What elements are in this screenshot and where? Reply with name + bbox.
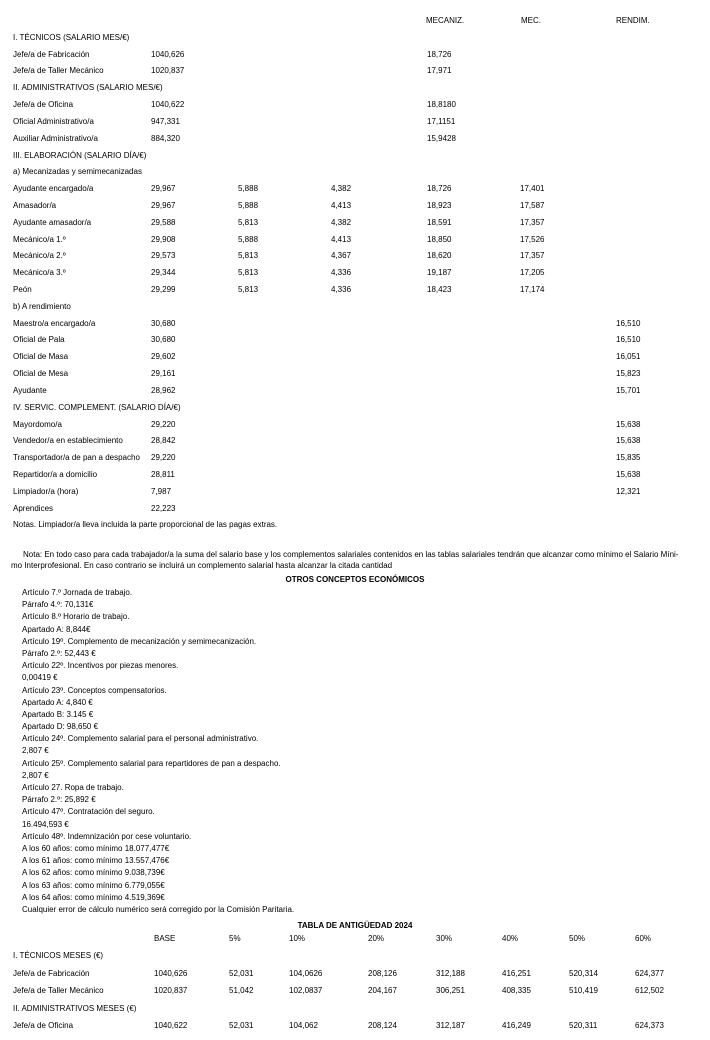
cell-value: 16,510 (616, 335, 641, 345)
otros-conceptos-list (22, 587, 294, 916)
concept-line: Apartado B: 3.145 € (22, 709, 94, 719)
section-heading (0, 947, 710, 964)
cell-value: 4,382 (331, 217, 352, 227)
row-label: Peón (13, 285, 32, 294)
concept-line: Apartado D: 98,650 € (22, 722, 99, 732)
row-label: Jefe/a de Taller Mecánico (13, 66, 104, 76)
antiguedad-table (0, 930, 710, 1034)
table-row (0, 231, 710, 248)
concept-line: Artículo 25º. Complemento salarial para repartidores de pan a despacho. (22, 758, 281, 768)
cell-value: 7,987 (151, 486, 172, 496)
column-header: 20% (368, 934, 385, 943)
cell-value: 520,314 (569, 968, 598, 978)
section-label: II. ADMINISTRATIVOS MESES (€) (13, 1003, 137, 1013)
section-label: Notas. Limpiador/a lleva incluida la parte proporcional de las pagas extras. (13, 520, 278, 530)
table-row (0, 432, 710, 449)
cell-value: 29,344 (151, 268, 176, 278)
concept-line: Artículo 19º. Complemento de mecanización y semimecanización. (22, 636, 257, 646)
cell-value: 624,373 (635, 1020, 664, 1030)
concept-line: Artículo 7.º Jornada de trabajo. (22, 588, 133, 597)
cell-value: 15,638 (616, 469, 641, 479)
cell-value: 17,526 (520, 234, 545, 244)
cell-value: 15,638 (616, 419, 641, 429)
concept-line: Párrafo 2.º: 52,443 € (22, 648, 96, 658)
row-label: Jefe/a de Taller Mecánico (13, 986, 104, 996)
row-label: Vendedor/a en establecimiento (13, 436, 123, 446)
row-label: Transportador/a de pan a despacho (13, 453, 140, 463)
row-label: Auxiliar Administrativo/a (13, 133, 98, 143)
cell-value: 5,888 (238, 184, 259, 194)
cell-value: 15,701 (616, 385, 641, 395)
cell-value: 17,357 (520, 217, 545, 227)
concept-line: A los 62 años: como mínimo 9.038,739€ (22, 868, 165, 878)
section-label: I. TÉCNICOS (SALARIO MES/€) (13, 32, 130, 42)
concept-line: 2,807 € (22, 770, 49, 780)
row-label: Repartidor/a a domicilio (13, 469, 98, 479)
antiguedad-title: TABLA DE ANTIGÜEDAD 2024 (297, 921, 413, 930)
row-label: Jefe/a de Oficina (13, 100, 74, 110)
section-heading (0, 79, 710, 96)
section-heading (0, 516, 710, 533)
cell-value: 4,382 (331, 184, 352, 194)
row-label: Mecánico/a 2.º (13, 251, 66, 261)
cell-value: 17,357 (520, 251, 545, 261)
cell-value: 4,336 (331, 285, 352, 294)
concept-line: 16.494,593 € (22, 819, 69, 829)
concept-line: Artículo 27. Ropa de trabajo. (22, 783, 124, 792)
concept-line: A los 60 años: como mínimo 18.077,477€ (22, 843, 170, 853)
section-label: a) Mecanizadas y semimecanizadas (13, 167, 142, 177)
concept-line: Artículo 8.º Horario de trabajo. (22, 612, 130, 622)
row-label: Ayudante (13, 385, 47, 395)
cell-value: 17,587 (520, 200, 545, 210)
cell-value: 208,124 (368, 1020, 397, 1030)
table-row (0, 416, 710, 433)
table-row (0, 348, 710, 365)
cell-value: 29,967 (151, 184, 176, 194)
cell-value: 17,174 (520, 285, 545, 294)
cell-value: 29,573 (151, 251, 176, 261)
section-label: b) A rendimiento (13, 301, 71, 311)
cell-value: 104,062 (289, 1020, 318, 1030)
salary-table-header (0, 12, 710, 29)
column-header: BASE (154, 934, 176, 943)
antiguedad-header (0, 930, 710, 947)
cell-value: 17,205 (520, 268, 545, 278)
concept-line: 2,807 € (22, 746, 49, 756)
cell-value: 17,1151 (427, 116, 456, 126)
table-row (0, 365, 710, 382)
salary-table (0, 12, 710, 533)
cell-value: 306,251 (436, 986, 465, 996)
section-heading (0, 1000, 710, 1017)
cell-value: 15,835 (616, 453, 641, 463)
column-header: 40% (502, 934, 519, 943)
cell-value: 29,220 (151, 453, 176, 463)
table-row (0, 331, 710, 348)
cell-value: 104,0626 (289, 968, 323, 978)
general-note-line-2: mo Interprofesional. En caso contrario se incluirá un complemento salarial hasta alcanzar la citada cantidad (11, 560, 393, 570)
cell-value: 29,161 (151, 369, 176, 379)
cell-value: 15,638 (616, 436, 641, 446)
cell-value: 30,680 (151, 318, 176, 328)
row-label: Ayudante amasador/a (13, 217, 92, 227)
cell-value: 17,401 (520, 184, 545, 194)
cell-value: 16,510 (616, 318, 641, 328)
cell-value: 4,413 (331, 234, 352, 244)
cell-value: 29,220 (151, 419, 176, 429)
header-mec: MEC. (521, 16, 541, 25)
cell-value: 51,042 (229, 986, 254, 996)
cell-value: 52,031 (229, 968, 254, 978)
cell-value: 312,188 (436, 968, 465, 978)
salary-table-body (0, 29, 710, 533)
cell-value: 510,419 (569, 986, 598, 996)
cell-value: 29,588 (151, 217, 176, 227)
concept-line: Artículo 23º. Conceptos compensatorios. (22, 685, 167, 695)
concept-line: Cualquier error de cálculo numérico será corregido por la Comisión Paritaria. (22, 904, 295, 914)
cell-value: 408,335 (502, 986, 531, 996)
column-header: 50% (569, 934, 586, 943)
concept-line: A los 61 años: como mínimo 13.557,476€ (22, 856, 170, 866)
table-row (0, 315, 710, 332)
cell-value: 18,726 (427, 49, 452, 59)
row-label: Mecánico/a 3.º (13, 268, 66, 278)
table-row (0, 214, 710, 231)
cell-value: 5,813 (238, 251, 259, 261)
table-row (0, 247, 710, 264)
concept-line: Artículo 24º. Complemento salarial para el personal administrativo. (22, 734, 259, 744)
row-label: Jefe/a de Fabricación (13, 968, 90, 978)
cell-value: 17,971 (427, 66, 452, 76)
cell-value: 5,888 (238, 200, 259, 210)
table-row (0, 1017, 710, 1034)
cell-value: 18,423 (427, 285, 452, 294)
cell-value: 28,962 (151, 385, 176, 395)
table-row (0, 483, 710, 500)
cell-value: 5,813 (238, 285, 259, 294)
header-rendim: RENDIM. (616, 16, 650, 25)
concept-line: 0,00419 € (22, 673, 58, 683)
cell-value: 52,031 (229, 1020, 254, 1030)
cell-value: 1040,626 (154, 968, 188, 978)
cell-value: 15,9428 (427, 133, 456, 143)
table-row (0, 264, 710, 281)
table-row (0, 62, 710, 79)
cell-value: 28,842 (151, 436, 176, 446)
cell-value: 5,813 (238, 268, 259, 278)
section-label: I. TÉCNICOS MESES (€) (13, 951, 104, 961)
section-heading (0, 298, 710, 315)
column-header: 60% (635, 934, 652, 943)
cell-value: 4,336 (331, 268, 352, 278)
cell-value: 4,367 (331, 251, 352, 261)
row-label: Maestro/a encargado/a (13, 318, 96, 328)
concept-line: Apartado A: 4,840 € (22, 697, 93, 707)
row-label: Oficial de Pala (13, 335, 65, 345)
concept-line: A los 63 años: como mínimo 6.779,055€ (22, 880, 165, 890)
cell-value: 208,126 (368, 968, 397, 978)
table-row (0, 281, 710, 298)
cell-value: 15,823 (616, 369, 641, 379)
cell-value: 416,251 (502, 968, 531, 978)
cell-value: 1040,626 (151, 49, 185, 59)
general-note (11, 550, 701, 571)
concept-line: Apartado A: 8,844€ (22, 624, 91, 634)
table-row (0, 113, 710, 130)
cell-value: 4,413 (331, 200, 352, 210)
cell-value: 884,320 (151, 133, 180, 143)
section-label: II. ADMINISTRATIVOS (SALARIO MES/€) (13, 83, 163, 93)
cell-value: 612,502 (635, 986, 664, 996)
row-label: Ayudante encargado/a (13, 184, 94, 194)
cell-value: 312,187 (436, 1020, 465, 1030)
concept-line: Artículo 48º. Indemnización por cese voluntario. (22, 831, 192, 841)
table-row (0, 46, 710, 63)
cell-value: 12,321 (616, 486, 641, 496)
concept-line: A los 64 años: como mínimo 4.519,369€ (22, 892, 165, 902)
table-row (0, 197, 710, 214)
header-mecaniz: MECANIZ. (426, 16, 465, 25)
cell-value: 1020,837 (151, 66, 185, 76)
column-header: 10% (289, 934, 306, 943)
table-row (0, 466, 710, 483)
cell-value: 1040,622 (154, 1020, 188, 1030)
cell-value: 102,0837 (289, 986, 323, 996)
row-label: Amasador/a (13, 200, 57, 210)
table-row (0, 96, 710, 113)
cell-value: 28,811 (151, 469, 175, 479)
cell-value: 30,680 (151, 335, 176, 345)
section-heading (0, 163, 710, 180)
cell-value: 19,187 (427, 268, 452, 278)
table-row (0, 180, 710, 197)
row-label: Mayordomo/a (13, 419, 62, 429)
cell-value: 1020,837 (154, 986, 188, 996)
cell-value: 18,923 (427, 200, 452, 210)
row-label: Oficial Administrativo/a (13, 116, 94, 126)
concept-line: Párrafo 4.º: 70,131€ (22, 600, 94, 610)
row-label: Aprendices (13, 503, 54, 513)
row-label: Jefe/a de Fabricación (13, 49, 90, 59)
table-row (0, 982, 710, 999)
cell-value: 624,377 (635, 968, 664, 978)
table-row (0, 449, 710, 466)
section-label: IV. SERVIC. COMPLEMENT. (SALARIO DÍA/€) (13, 402, 181, 412)
antiguedad-body (0, 947, 710, 1034)
cell-value: 29,602 (151, 352, 176, 362)
concept-line: Artículo 47º. Contratación del seguro. (22, 807, 155, 817)
cell-value: 22,223 (151, 503, 176, 513)
cell-value: 18,620 (427, 251, 452, 261)
column-header: 30% (436, 934, 453, 943)
cell-value: 204,167 (368, 986, 397, 996)
section-heading (0, 29, 710, 46)
row-label: Jefe/a de Oficina (13, 1020, 74, 1030)
cell-value: 16,051 (616, 352, 641, 362)
column-header: 5% (229, 934, 241, 943)
row-label: Oficial de Mesa (13, 369, 69, 379)
row-label: Oficial de Masa (13, 352, 69, 362)
otros-conceptos-title: OTROS CONCEPTOS ECONÓMICOS (285, 575, 425, 584)
section-heading (0, 399, 710, 416)
row-label: Mecánico/a 1.º (13, 234, 66, 244)
cell-value: 1040,622 (151, 100, 185, 110)
cell-value: 947,331 (151, 116, 180, 126)
cell-value: 18,726 (427, 184, 452, 194)
section-label: III. ELABORACIÓN (SALARIO DÍA/€) (13, 150, 147, 160)
cell-value: 29,908 (151, 234, 176, 244)
row-label: Limpiador/a (hora) (13, 486, 79, 496)
cell-value: 5,813 (238, 217, 259, 227)
table-row (0, 500, 710, 517)
table-row (0, 965, 710, 982)
cell-value: 18,850 (427, 234, 452, 244)
cell-value: 29,299 (151, 285, 176, 294)
cell-value: 18,591 (427, 217, 452, 227)
concept-line: Párrafo 2.º: 25,892 € (22, 795, 96, 805)
cell-value: 520,311 (569, 1020, 598, 1030)
section-heading (0, 147, 710, 164)
cell-value: 18,8180 (427, 100, 456, 110)
concept-line: Artículo 22º. Incentivos por piezas menores. (22, 661, 179, 671)
table-row (0, 130, 710, 147)
cell-value: 416,249 (502, 1020, 531, 1030)
table-row (0, 382, 710, 399)
cell-value: 29,967 (151, 200, 176, 210)
general-note-line-1: Nota: En todo caso para cada trabajador/a la suma del salario base y los complementos salariales contenidos en las tablas salariales tendrán que alcanzar como mínimo el Salario Míni- (23, 550, 679, 559)
cell-value: 5,888 (238, 234, 259, 244)
